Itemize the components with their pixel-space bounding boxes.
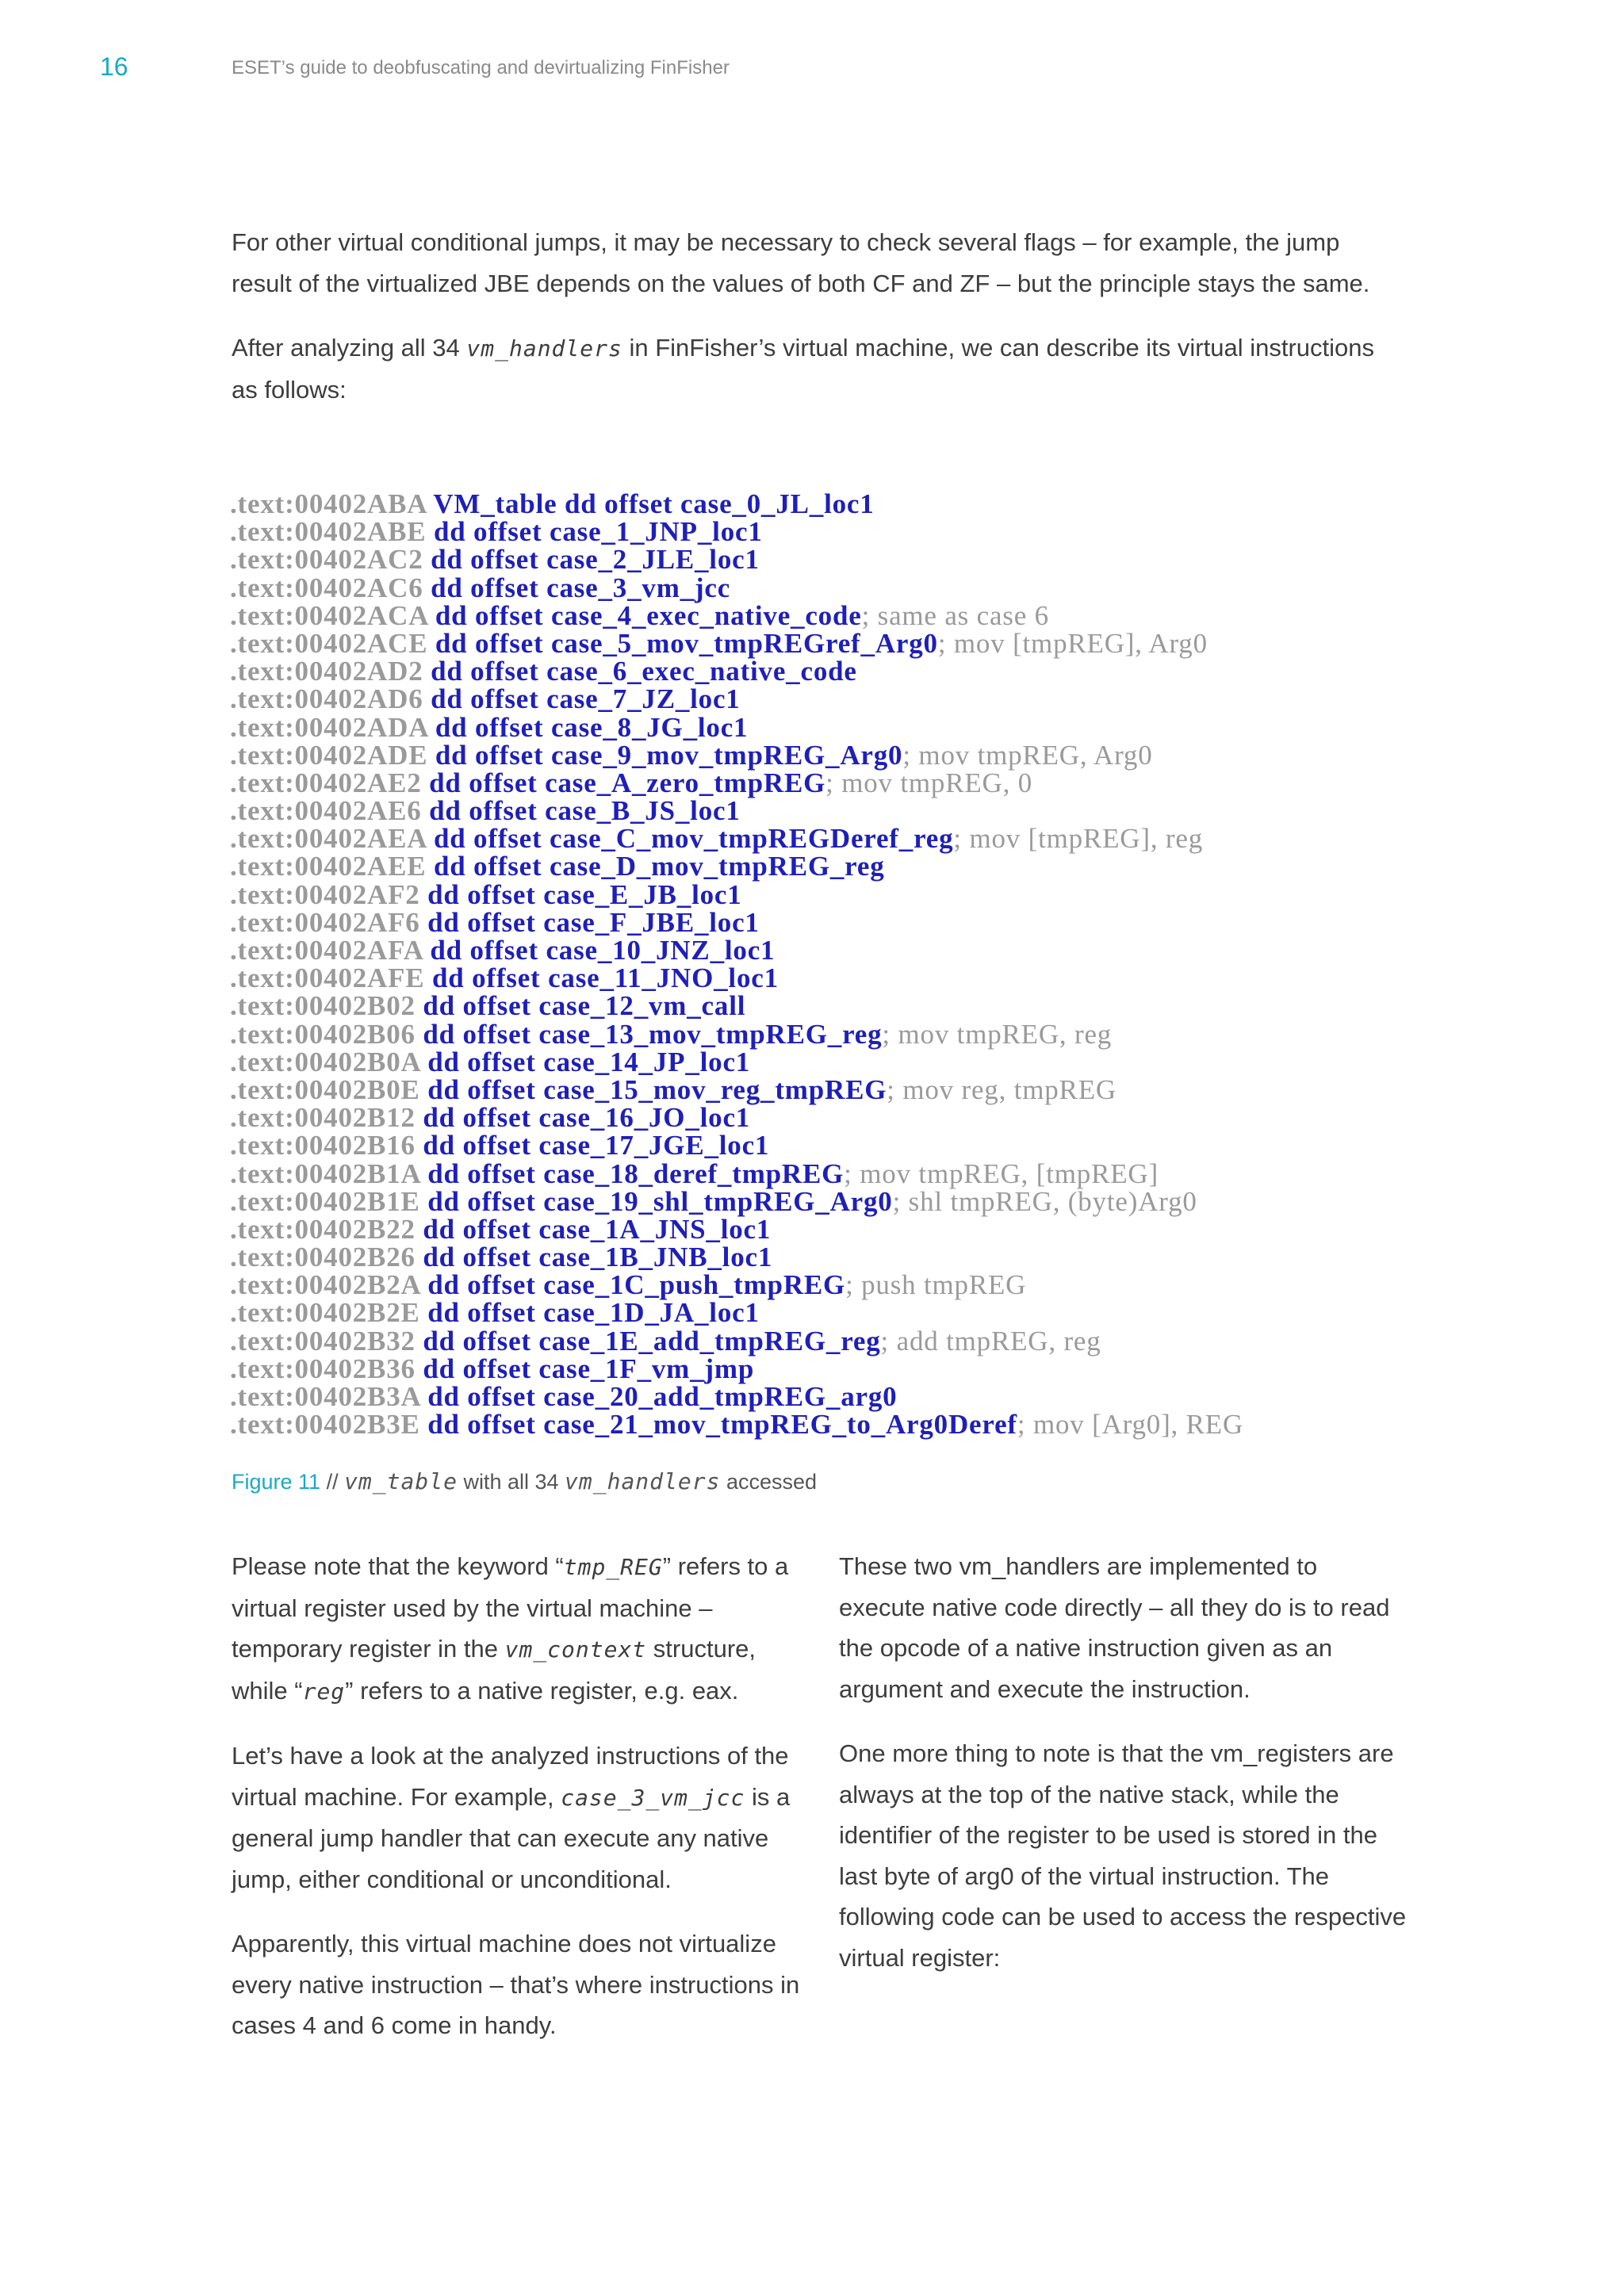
- code-instruction: dd offset case_1E_add_tmpREG_reg: [423, 1325, 881, 1357]
- code-line: [230, 1271, 1396, 1299]
- code-instruction: dd offset case_1A_JNS_loc1: [423, 1213, 772, 1245]
- code-address: .text:00402ABA: [230, 488, 434, 519]
- code-line: [230, 852, 1396, 880]
- left-paragraph-3: Apparently, this virtual machine does not virtualize every native instruction – that’s where instructions in cases 4 and 6 come in handy.: [232, 1930, 800, 2039]
- code-line: [230, 1243, 1396, 1271]
- code-instruction: dd offset case_B_JS_loc1: [429, 795, 741, 827]
- code-address: .text:00402AC6: [230, 572, 431, 603]
- code-comment: ; mov reg, tmpREG: [887, 1073, 1116, 1105]
- code-instruction: dd offset case_C_mov_tmpREGDeref_reg: [433, 823, 954, 855]
- code-comment: ; mov [tmpREG], reg: [953, 823, 1204, 855]
- code-line: [230, 490, 1396, 518]
- code-instruction: dd offset case_5_mov_tmpREGref_Arg0: [435, 627, 938, 659]
- code-line: [230, 599, 1396, 631]
- code-address: .text:00402B16: [230, 1130, 423, 1161]
- vm-table-code-listing: [230, 488, 1396, 1441]
- code-comment: ; mov tmpREG, Arg0: [902, 739, 1153, 771]
- text: ” refers to a virtual register used by the virtual machine –temporary register in the: [232, 1552, 789, 1663]
- code-address: .text:00402B3A: [230, 1381, 428, 1412]
- code-comment: ; mov tmpREG, [tmpREG]: [844, 1158, 1159, 1189]
- code-line: [230, 1160, 1396, 1188]
- code-line: [230, 769, 1396, 797]
- caption-text: with all 34: [457, 1470, 565, 1494]
- code-address: .text:00402B02: [230, 990, 423, 1022]
- code-line: [230, 711, 1396, 743]
- figure-caption: [232, 1468, 817, 1494]
- code-address: .text:00402B26: [230, 1242, 423, 1273]
- code-line: [230, 906, 1396, 938]
- code-instruction: dd offset case_18_deref_tmpREG: [427, 1158, 845, 1189]
- right-paragraph-1: These two vm_handlers are implemented to execute native code directly – all they do is to read the opcode of a native instruction given as an argument and execute the instruction.: [839, 1552, 1390, 1703]
- code-line: [230, 516, 1396, 548]
- code-address: .text:00402B06: [230, 1018, 423, 1050]
- code-line: [230, 741, 1396, 769]
- text: Let’s have a look at the analyzed instructions of the virtual machine. For example,: [232, 1742, 789, 1811]
- code-instruction: dd offset case_4_exec_native_code: [435, 599, 862, 631]
- code-comment: ; mov tmpREG, 0: [825, 767, 1033, 798]
- code-instruction: dd offset case_2_JLE_loc1: [431, 544, 760, 576]
- intro-paragraph-1: For other virtual conditional jumps, it may be necessary to check several flags – for example, the jump result of the virtualized JBE depends on the values of both CF and ZF – but the principle stays the same.: [232, 228, 1370, 297]
- code-comment: ; add tmpREG, reg: [880, 1325, 1101, 1357]
- code-address: .text:00402B32: [230, 1325, 423, 1357]
- running-title: ESET’s guide to deobfuscating and devirtualizing FinFisher: [232, 57, 730, 78]
- page-header: [0, 52, 1624, 84]
- code-line: [230, 1355, 1396, 1383]
- caption-text: accessed: [720, 1470, 818, 1494]
- code-comment: ; mov [tmpREG], Arg0: [937, 627, 1208, 659]
- code-instruction: dd offset case_7_JZ_loc1: [431, 683, 741, 715]
- code-address: .text:00402B1A: [230, 1158, 428, 1189]
- term-case-3-vm-jcc: case_3_vm_jcc: [561, 1784, 745, 1811]
- code-comment: ; mov [Arg0], REG: [1017, 1409, 1244, 1441]
- code-line: [230, 1102, 1396, 1134]
- text: structure, while “: [232, 1635, 756, 1705]
- code-line: [230, 1327, 1396, 1355]
- code-line: [230, 544, 1396, 576]
- code-line: [230, 1073, 1396, 1105]
- code-address: .text:00402B2A: [230, 1269, 428, 1301]
- intro-text: in FinFisher’s virtual machine, we can describe its virtual instructions as follows:: [232, 334, 1375, 404]
- code-address: .text:00402B1E: [230, 1185, 428, 1217]
- code-address: .text:00402ACE: [230, 627, 435, 659]
- code-address: .text:00402AD2: [230, 656, 431, 687]
- code-line: [230, 1297, 1396, 1329]
- code-instruction: dd offset case_1F_vm_jmp: [423, 1353, 755, 1384]
- code-line: [230, 797, 1396, 825]
- code-line: [230, 1185, 1396, 1217]
- code-line: [230, 1409, 1396, 1441]
- code-instruction: dd offset case_1C_push_tmpREG: [427, 1269, 846, 1301]
- code-instruction: dd offset case_F_JBE_loc1: [427, 906, 760, 938]
- code-comment: ; same as case 6: [861, 599, 1049, 631]
- code-line: [230, 1215, 1396, 1243]
- code-instruction: dd offset case_11_JNO_loc1: [432, 962, 779, 994]
- right-paragraph-2: One more thing to note is that the vm_registers are always at the top of the native stack, while the identifier of the register to be used is stored in the last byte of arg0 of the virtual instruction. The following code can be used to access the respective virtual register:: [839, 1739, 1407, 1972]
- code-instruction: dd offset case_1_JNP_loc1: [433, 516, 763, 548]
- code-comment: ; shl tmpREG, (byte)Arg0: [892, 1185, 1197, 1217]
- left-column: [232, 1546, 802, 2070]
- code-address: .text:00402ACA: [230, 599, 435, 631]
- code-line: [230, 629, 1396, 657]
- caption-term-vm-table: vm_table: [344, 1468, 458, 1494]
- code-address: .text:00402AEE: [230, 851, 434, 882]
- code-instruction: VM_table dd offset case_0_JL_loc1: [433, 488, 875, 519]
- code-address: .text:00402AC2: [230, 544, 431, 576]
- text: Please note that the keyword “: [232, 1552, 564, 1580]
- code-instruction: dd offset case_D_mov_tmpREG_reg: [433, 851, 885, 882]
- text: ” refers to a native register, e.g. eax.: [345, 1676, 739, 1705]
- code-address: .text:00402AF6: [230, 906, 428, 938]
- code-instruction: dd offset case_A_zero_tmpREG: [429, 767, 826, 798]
- term-vm-context: vm_context: [504, 1636, 647, 1663]
- code-address: .text:00402AF2: [230, 878, 428, 910]
- term-vm-handlers: vm_handlers: [466, 335, 622, 362]
- code-line: [230, 1383, 1396, 1410]
- code-instruction: dd offset case_E_JB_loc1: [427, 878, 742, 910]
- left-paragraph-1: [232, 1546, 802, 1712]
- code-line: [230, 992, 1396, 1020]
- code-instruction: dd offset case_15_mov_reg_tmpREG: [427, 1073, 887, 1105]
- code-address: .text:00402B36: [230, 1353, 423, 1384]
- code-line: [230, 574, 1396, 602]
- code-address: .text:00402B3E: [230, 1409, 428, 1441]
- caption-separator: //: [320, 1470, 345, 1494]
- intro-text: After analyzing all 34: [232, 334, 467, 362]
- code-instruction: dd offset case_14_JP_loc1: [427, 1046, 751, 1077]
- code-line: [230, 936, 1396, 964]
- code-instruction: dd offset case_16_JO_loc1: [423, 1102, 751, 1134]
- code-address: .text:00402ADA: [230, 711, 435, 743]
- code-instruction: dd offset case_9_mov_tmpREG_Arg0: [435, 739, 903, 771]
- code-line: [230, 964, 1396, 992]
- figure-label: Figure 11: [232, 1470, 321, 1494]
- code-comment: ; mov tmpREG, reg: [882, 1018, 1113, 1050]
- code-address: .text:00402B12: [230, 1102, 423, 1134]
- code-address: .text:00402B0E: [230, 1073, 428, 1105]
- code-instruction: dd offset case_20_add_tmpREG_arg0: [427, 1381, 898, 1412]
- code-address: .text:00402B0A: [230, 1046, 428, 1077]
- code-instruction: dd offset case_3_vm_jcc: [431, 572, 731, 603]
- code-address: .text:00402AEA: [230, 823, 434, 855]
- intro-section: [232, 222, 1397, 434]
- code-instruction: dd offset case_17_JGE_loc1: [423, 1130, 770, 1161]
- code-comment: ; push tmpREG: [845, 1269, 1027, 1301]
- code-address: .text:00402B22: [230, 1213, 423, 1245]
- code-instruction: dd offset case_13_mov_tmpREG_reg: [423, 1018, 883, 1050]
- code-instruction: dd offset case_1B_JNB_loc1: [423, 1242, 773, 1273]
- code-line: [230, 657, 1396, 685]
- code-instruction: dd offset case_1D_JA_loc1: [427, 1297, 760, 1329]
- code-line: [230, 685, 1396, 713]
- code-line: [230, 1131, 1396, 1159]
- code-line: [230, 823, 1396, 855]
- intro-paragraph-2: [232, 327, 1397, 410]
- code-instruction: dd offset case_12_vm_call: [423, 990, 746, 1022]
- code-address: .text:00402AD6: [230, 683, 431, 715]
- code-address: .text:00402ADE: [230, 739, 435, 771]
- term-tmp-reg: tmp_REG: [563, 1554, 663, 1580]
- code-instruction: dd offset case_6_exec_native_code: [431, 656, 857, 687]
- code-line: [230, 1048, 1396, 1076]
- code-address: .text:00402ABE: [230, 516, 434, 548]
- code-address: .text:00402AE6: [230, 795, 430, 827]
- code-line: [230, 1020, 1396, 1048]
- right-column: [839, 1546, 1410, 2002]
- code-address: .text:00402B2E: [230, 1297, 428, 1329]
- code-instruction: dd offset case_8_JG_loc1: [435, 711, 749, 743]
- code-address: .text:00402AFA: [230, 935, 431, 966]
- code-instruction: dd offset case_10_JNZ_loc1: [430, 935, 776, 966]
- caption-term-vm-handlers: vm_handlers: [565, 1468, 721, 1494]
- code-address: .text:00402AFE: [230, 962, 433, 994]
- term-reg: reg: [302, 1678, 346, 1705]
- code-line: [230, 878, 1396, 910]
- page-number: 16: [100, 52, 128, 81]
- left-paragraph-2: [232, 1735, 802, 1900]
- code-instruction: dd offset case_21_mov_tmpREG_to_Arg0Deref: [427, 1409, 1017, 1441]
- code-address: .text:00402AE2: [230, 767, 430, 798]
- code-instruction: dd offset case_19_shl_tmpREG_Arg0: [427, 1185, 893, 1217]
- text: is a general jump handler that can execute any native jump, either conditional or unconditional.: [232, 1782, 791, 1893]
